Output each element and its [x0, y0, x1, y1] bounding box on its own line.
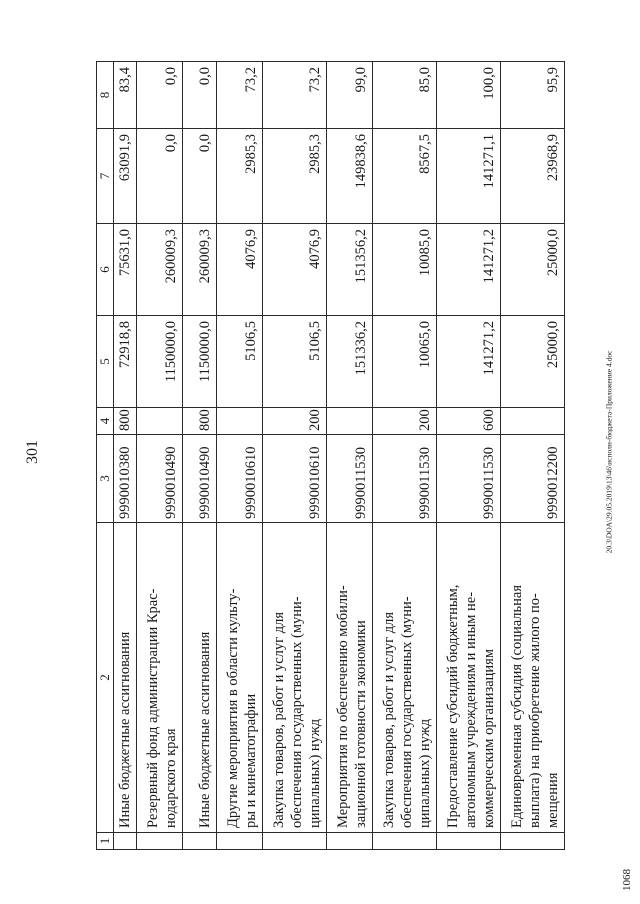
cell-target-code: 9990011530: [327, 435, 373, 523]
cell-expense-type: [217, 408, 263, 435]
table-row: [437, 62, 501, 850]
cell-col8-percent: 100,0: [437, 62, 501, 129]
cell-col5-value: 151336,2: [327, 316, 373, 408]
cell-col5-value: 25000,0: [501, 316, 565, 408]
cell-target-code: 9990010490: [137, 435, 183, 523]
table-row: [137, 62, 183, 850]
header-cell-5: 5: [97, 316, 114, 408]
cell-empty: [114, 833, 137, 850]
cell-target-code: 9990011530: [437, 435, 501, 523]
cell-col8-percent: 85,0: [373, 62, 437, 129]
cell-col6-value: 151356,2: [327, 224, 373, 316]
cell-col6-value: 141271,2: [437, 224, 501, 316]
budget-table: [96, 61, 565, 850]
cell-col8-percent: 73,2: [263, 62, 327, 129]
cell-target-code: 9990010380: [114, 435, 137, 523]
header-cell-1: 1: [97, 833, 114, 850]
cell-empty: [137, 833, 183, 850]
cell-empty: [217, 833, 263, 850]
header-cell-7: 7: [97, 129, 114, 224]
cell-col5-value: 5106,5: [217, 316, 263, 408]
cell-col8-percent: 0,0: [183, 62, 217, 129]
cell-name: Предоставление субсидий бюджетным, автономным учреждениям и иным не- коммерческим организациям: [437, 523, 501, 833]
cell-col7-value: 2985,3: [217, 129, 263, 224]
cell-name: Иные бюджетные ассигнования: [183, 523, 217, 833]
cell-expense-type: 800: [183, 408, 217, 435]
header-cell-8: 8: [97, 62, 114, 129]
table-row: [327, 62, 373, 850]
cell-col6-value: 10085,0: [373, 224, 437, 316]
cell-name: Закупка товаров, работ и услуг для обеспечения государственных (муни- ципальных) нужд: [373, 523, 437, 833]
header-cell-4: 4: [97, 408, 114, 435]
table-row: [183, 62, 217, 850]
cell-name: Иные бюджетные ассигнования: [114, 523, 137, 833]
header-cell-2: 2: [97, 523, 114, 833]
cell-target-code: 9990010490: [183, 435, 217, 523]
table-row: [263, 62, 327, 850]
cell-col6-value: 4076,9: [217, 224, 263, 316]
cell-col7-value: 141271,1: [437, 129, 501, 224]
cell-name: Мероприятия по обеспечению мобили- зационной готовности экономики: [327, 523, 373, 833]
cell-empty: [263, 833, 327, 850]
cell-col7-value: 8567,5: [373, 129, 437, 224]
cell-expense-type: [501, 408, 565, 435]
header-cell-3: 3: [97, 435, 114, 523]
cell-col7-value: 2985,3: [263, 129, 327, 224]
cell-empty: [373, 833, 437, 850]
sheet-number: 1068: [621, 869, 633, 891]
cell-name: Резервный фонд администрации Крас- нодарского края: [137, 523, 183, 833]
cell-col5-value: 10065,0: [373, 316, 437, 408]
cell-col7-value: 63091,9: [114, 129, 137, 224]
cell-col6-value: 25000,0: [501, 224, 565, 316]
cell-col6-value: 75631,0: [114, 224, 137, 316]
cell-expense-type: 600: [437, 408, 501, 435]
cell-col6-value: 260009,3: [137, 224, 183, 316]
table-row: [501, 62, 565, 850]
cell-col5-value: 1150000,0: [183, 316, 217, 408]
cell-col7-value: 0,0: [137, 129, 183, 224]
cell-target-code: 9990012200: [501, 435, 565, 523]
cell-col7-value: 149838,6: [327, 129, 373, 224]
table-row: [217, 62, 263, 850]
cell-col8-percent: 83,4: [114, 62, 137, 129]
cell-empty: [501, 833, 565, 850]
cell-col8-percent: 73,2: [217, 62, 263, 129]
cell-expense-type: 800: [114, 408, 137, 435]
cell-col7-value: 0,0: [183, 129, 217, 224]
cell-target-code: 9990010610: [263, 435, 327, 523]
header-cell-6: 6: [97, 224, 114, 316]
cell-col5-value: 72918,8: [114, 316, 137, 408]
cell-expense-type: [137, 408, 183, 435]
header-row: [97, 62, 114, 850]
cell-col8-percent: 99,0: [327, 62, 373, 129]
cell-expense-type: [327, 408, 373, 435]
cell-col5-value: 1150000,0: [137, 316, 183, 408]
cell-expense-type: 200: [373, 408, 437, 435]
cell-empty: [437, 833, 501, 850]
page-number: 301: [24, 440, 41, 464]
table-row: [114, 62, 137, 850]
cell-col5-value: 141271,2: [437, 316, 501, 408]
cell-name: Единовременная субсидия (социальная выплата) на приобретение жилого по- мещения: [501, 523, 565, 833]
cell-col8-percent: 95,9: [501, 62, 565, 129]
cell-target-code: 9990011530: [373, 435, 437, 523]
table-row: [373, 62, 437, 850]
cell-empty: [327, 833, 373, 850]
cell-col5-value: 5106,5: [263, 316, 327, 408]
rotated-table-container: [96, 62, 588, 850]
cell-name: Другие мероприятия в области культу- ры и кинематографии: [217, 523, 263, 833]
footer-file-path: 20.3\DOA\29.05.2019\13\46\исполн-бюджета-Приложение 4.doc: [604, 350, 614, 554]
cell-target-code: 9990010610: [217, 435, 263, 523]
cell-col8-percent: 0,0: [137, 62, 183, 129]
cell-col7-value: 23968,9: [501, 129, 565, 224]
cell-col6-value: 260009,3: [183, 224, 217, 316]
cell-col6-value: 4076,9: [263, 224, 327, 316]
cell-empty: [183, 833, 217, 850]
cell-name: Закупка товаров, работ и услуг для обеспечения государственных (муни- ципальных) нужд: [263, 523, 327, 833]
cell-expense-type: 200: [263, 408, 327, 435]
